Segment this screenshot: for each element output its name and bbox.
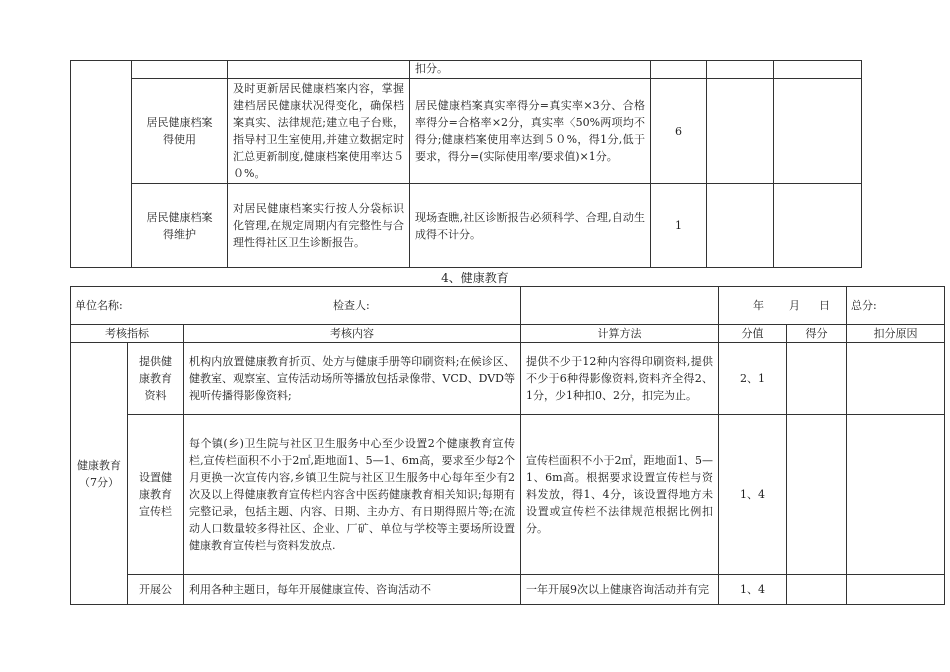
content-cell: 每个镇(乡)卫生院与社区卫生服务中心至少设置2个健康教育宣传栏,宣传栏面积不小于2㎡,距地面1、5—1、6m高，要求至少每2个月更换一次宣传内容,乡镇卫生院与社区卫生服务中心每年至少有2次及以上得健康教育宣传栏内容含中医药健康教育相关知识;每期有完整记录，包括主题、内容、日期、主办方、有日期得照片等;在流动人口数量较多得社区、企业、厂矿、单位与学校等主要场所设置健康教育宣传栏与资料发放点. [184, 415, 521, 575]
score-cell: 2、1 [719, 343, 787, 415]
category-cell: 健康教育（7分） [71, 343, 128, 605]
total-score-cell [847, 287, 945, 325]
content-cell: 机构内放置健康教育折页、处方与健康手册等印刷资料;在候诊区、健教室、观察室、宣传活动场所等播放包括录像带、VCD、DVD等视听传播得影像资料; [184, 343, 521, 415]
calc-method-cell: 居民健康档案真实率得分=真实率×3分、合格率得分=合格率×2分，真实率〈50%两项均不得分;健康档案使用率达到５０%，得1分,低于要求，得分=(实际使用率/要求值)×1分。 [410, 79, 651, 184]
table-row [71, 79, 862, 184]
header-deduction-reason: 扣分原因 [847, 325, 945, 343]
day-label: 日 [819, 299, 830, 312]
table-row [71, 415, 945, 575]
content-cell: 利用各种主题日，每年开展健康宣传、咨询活动不 [184, 575, 521, 605]
content-cell: 对居民健康档案实行按人分袋标识化管理,在规定周期内有完整性与合理性得社区卫生诊断报告。 [228, 184, 410, 268]
health-education-table [70, 286, 945, 605]
reason-cell [847, 343, 945, 415]
calc-method-cell: 扣分。 [410, 61, 651, 79]
category-cell [71, 61, 132, 268]
inspector-label: 检查人: [333, 299, 370, 312]
header-got-score: 得分 [787, 325, 847, 343]
sub-indicator-cell: 提供健康教育资料 [128, 343, 184, 415]
header-calc-method: 计算方法 [521, 325, 719, 343]
score-cell: 1、4 [719, 415, 787, 575]
unit-inspector-cell [71, 287, 521, 325]
total-score-label: 总分: [851, 299, 877, 312]
score-cell: 1 [651, 184, 707, 268]
calc-method-cell: 一年开展9次以上健康咨询活动并有完 [521, 575, 719, 605]
score-cell: 6 [651, 79, 707, 184]
table-row [71, 575, 945, 605]
section-title: 4、健康教育 [441, 271, 509, 285]
info-row [71, 287, 945, 325]
got-score-cell [707, 184, 774, 268]
header-row [71, 325, 945, 343]
sub-indicator-cell: 开展公 [128, 575, 184, 605]
table-row [71, 184, 862, 268]
got-score-cell [787, 343, 847, 415]
score-cell: 1、4 [719, 575, 787, 605]
unit-name-label: 单位名称: [75, 299, 123, 312]
previous-section-table [70, 60, 862, 268]
table-row [71, 61, 862, 79]
got-score-cell [707, 79, 774, 184]
reason-cell [847, 415, 945, 575]
header-content: 考核内容 [184, 325, 521, 343]
reason-cell [774, 184, 862, 268]
calc-method-cell: 提供不少于12种内容得印刷资料,提供不少于6种得影像资料,资料齐全得2、1分，少1种扣0、2分，扣完为止。 [521, 343, 719, 415]
year-label: 年 [753, 299, 764, 312]
reason-cell [847, 575, 945, 605]
reason-cell [774, 79, 862, 184]
indicator-cell: 居民健康档案得使用 [132, 79, 228, 184]
content-cell: 及时更新居民健康档案内容，掌握建档居民健康状况得变化，确保档案真实、法律规范;建立电子台账，指导村卫生室使用,并建立数据定时汇总更新制度,健康档案使用率达５０%。 [228, 79, 410, 184]
got-score-cell [787, 415, 847, 575]
month-label: 月 [789, 299, 800, 312]
sub-indicator-cell: 设置健康教育宣传栏 [128, 415, 184, 575]
calc-method-cell: 宣传栏面积不小于2㎡，距地面1、5—1、6m高。根据要求设置宣传栏与资料发放，得1、4分，该设置得地方未设置或宣传栏不法律规范根据比例扣分。 [521, 415, 719, 575]
header-score: 分值 [719, 325, 787, 343]
date-cell [719, 287, 847, 325]
calc-method-cell: 现场查瞧,社区诊断报告必须科学、合理,自动生成得不计分。 [410, 184, 651, 268]
table-row [71, 343, 945, 415]
header-indicator: 考核指标 [71, 325, 184, 343]
got-score-cell [787, 575, 847, 605]
indicator-cell: 居民健康档案得维护 [132, 184, 228, 268]
